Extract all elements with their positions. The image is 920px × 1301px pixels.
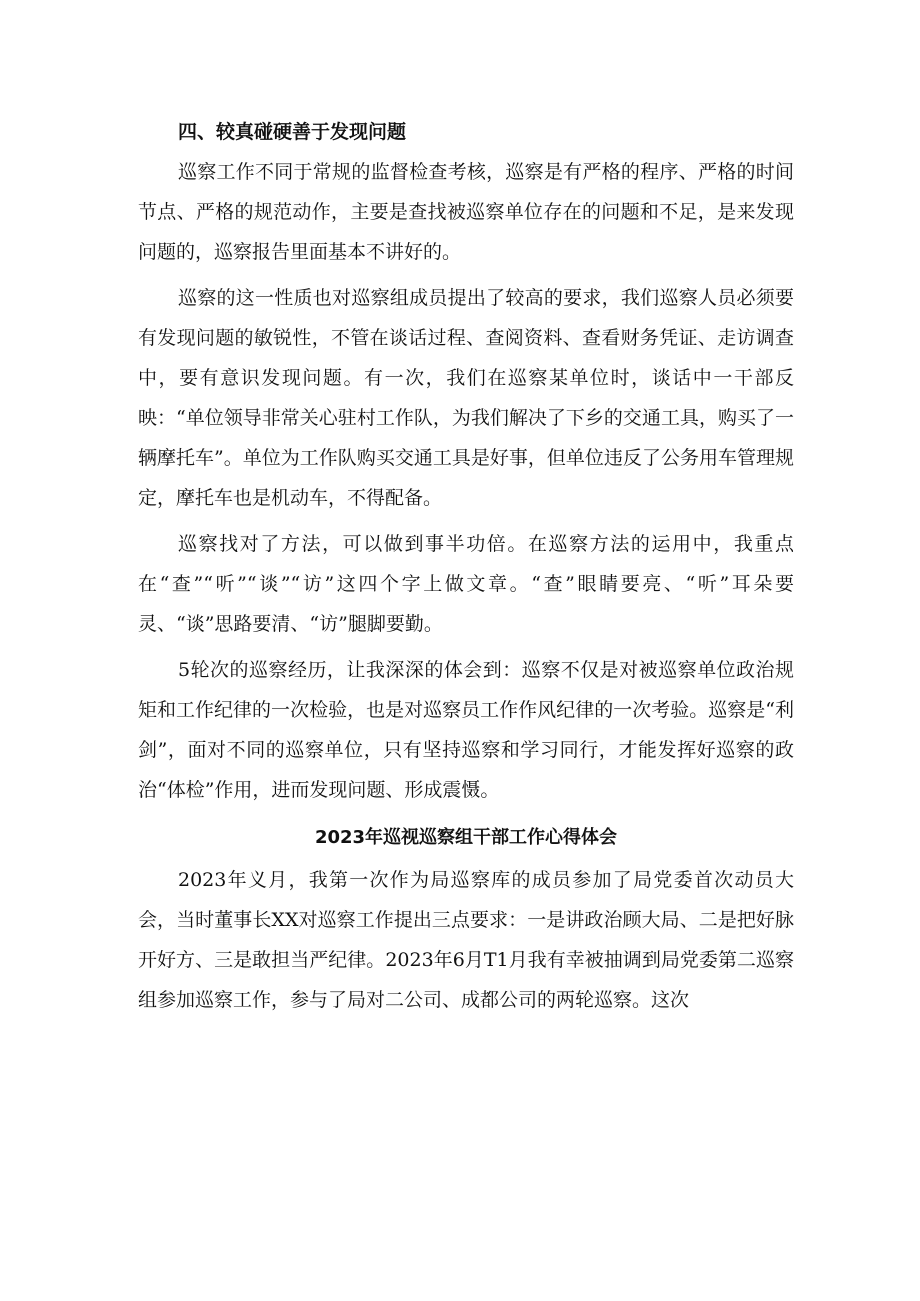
article-title: 2023年巡视巡察组干部工作心得体会 <box>314 827 618 848</box>
article-paragraph: 2023年义月，我第一次作为局巡察库的成员参加了局党委首次动员大会，当时董事长XX对巡察工作提出三点要求：一是讲政治顾大局、二是把好脉开好方、三是敢担当严纪律。2023年6月T1月我有幸被抽调到局党委第二巡察组参加巡察工作，参与了局对二公司、成都公司的两轮巡察。这次 <box>138 869 794 1011</box>
section-heading: 四、较真碰硬善于发现问题 <box>178 121 407 143</box>
paragraph: 5轮次的巡察经历，让我深深的体会到：巡察不仅是对被巡察单位政治规矩和工作纪律的一次检验，也是对巡察员工作作风纪律的一次考验。巡察是“利剑”，面对不同的巡察单位，只有坚持巡察和学习同行，才能发挥好巡察的政治“体检”作用，进而发现问题、形成震慑。 <box>138 659 794 801</box>
paragraph: 巡察找对了方法，可以做到事半功倍。在巡察方法的运用中，我重点在“查”“听”“谈”“访”这四个字上做文章。“查”眼睛要亮、“听”耳朵要灵、“谈”思路要清、“访”腿脚要勤。 <box>138 533 794 635</box>
document-body <box>138 112 794 1026</box>
paragraph: 巡察工作不同于常规的监督检查考核，巡察是有严格的程序、严格的时间节点、严格的规范动作，主要是查找被巡察单位存在的问题和不足，是来发现问题的，巡察报告里面基本不讲好的。 <box>138 161 794 263</box>
paragraph: 巡察的这一性质也对巡察组成员提出了较高的要求，我们巡察人员必须要有发现问题的敏锐性，不管在谈话过程、查阅资料、查看财务凭证、走访调查中，要有意识发现问题。有一次，我们在巡察某单位时，谈话中一干部反映：“单位领导非常关心驻村工作队，为我们解决了下乡的交通工具，购买了一辆摩托车”。单位为工作队购买交通工具是好事，但单位违反了公务用车管理规定，摩托车也是机动车，不得配备。 <box>138 287 794 509</box>
